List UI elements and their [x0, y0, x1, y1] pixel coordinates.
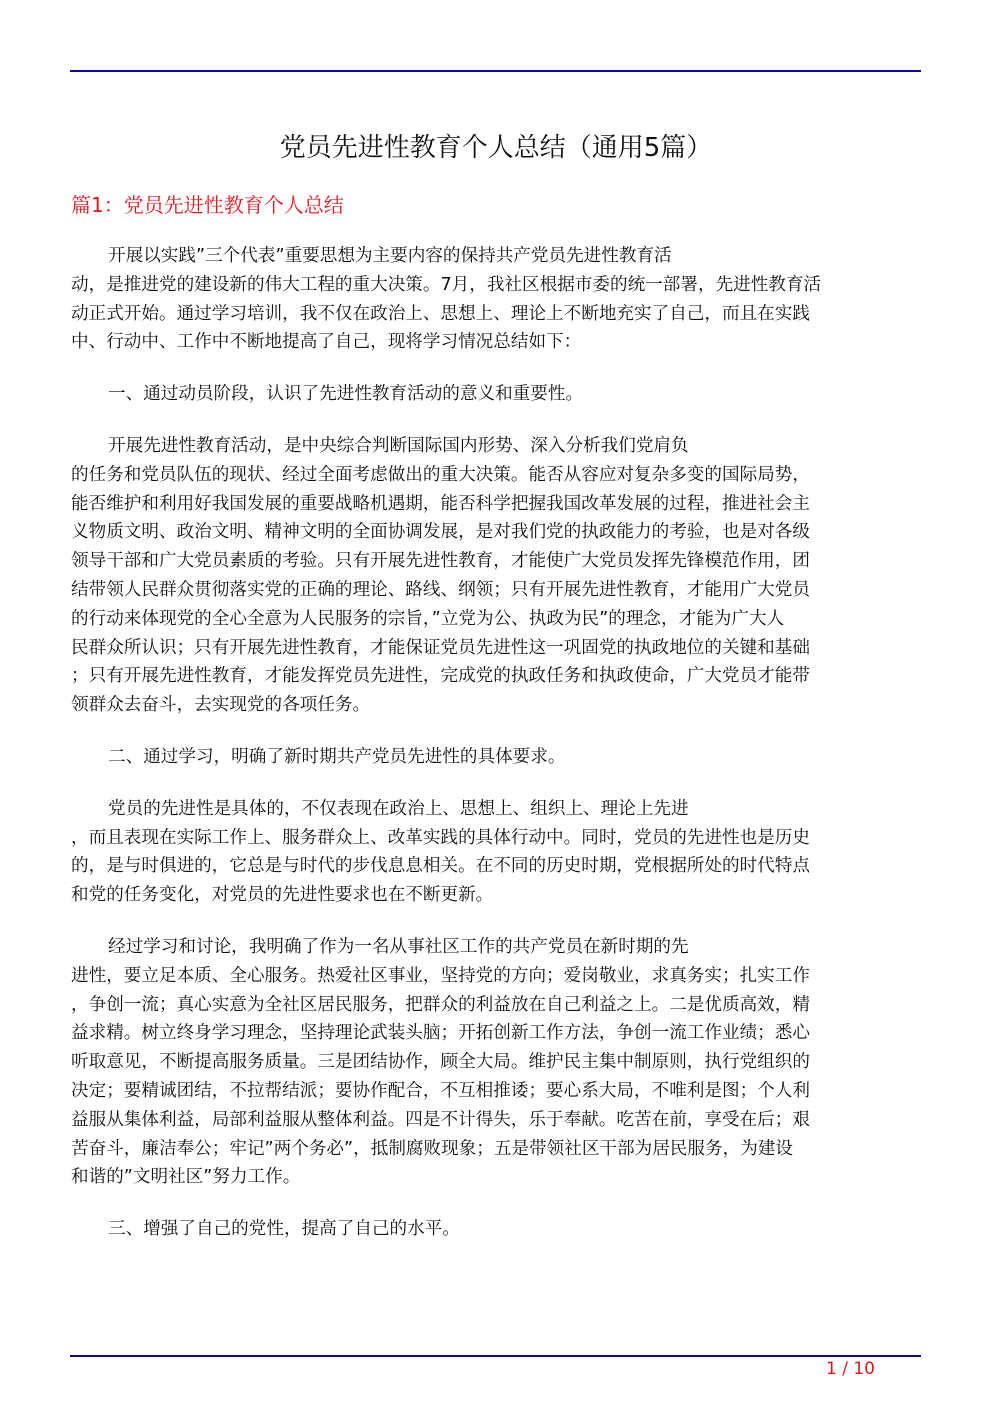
text-line: 义物质文明、政治文明、精神文明的全面协调发展，是对我们党的执政能力的考验，也是对各级 — [71, 522, 810, 543]
text-line: 一、通过动员阶段，认识了先进性教育活动的意义和重要性。 — [108, 384, 584, 405]
paragraph — [71, 795, 921, 910]
paragraph — [71, 743, 921, 772]
paragraph — [71, 242, 921, 357]
text-line: 能否维护和利用好我国发展的重要战略机遇期，能否科学把握我国改革发展的过程，推进社会主 — [71, 493, 810, 514]
text-line: 党员的先进性是具体的，不仅表现在政治上、思想上、组织上、理论上先进 — [108, 798, 689, 819]
text-line: 进性，要立足本质、全心服务。热爱社区事业，坚持党的方向；爱岗敬业，求真务实；扎实工作 — [71, 965, 810, 986]
text-line: 结带领人民群众贯彻落实党的正确的理论、路线、纲领；只有开展先进性教育，才能用广大党员 — [71, 579, 810, 600]
text-line: 听取意见，不断提高服务质量。三是团结协作，顾全大局。维护民主集中制原则，执行党组织的 — [71, 1052, 810, 1073]
paragraph — [71, 380, 921, 409]
document-title: 党员先进性教育个人总结（通用5篇） — [279, 133, 713, 163]
paragraph — [71, 432, 921, 720]
paragraph — [71, 1215, 921, 1244]
text-line: 和党的任务变化，对党员的先进性要求也在不断更新。 — [71, 885, 494, 906]
text-line: 动，是推进党的建设新的伟大工程的重大决策。7月，我社区根据市委的统一部署，先进性教育活 — [71, 274, 822, 295]
text-line: 苦奋斗，廉洁奉公；牢记”两个务必”，抵制腐败现象；五是带领社区干部为居民服务，为建设 — [71, 1138, 793, 1159]
text-line: 益求精。树立终身学习理念，坚持理论武装头脑；开拓创新工作方法，争创一流工作业绩；悉心 — [71, 1023, 810, 1044]
footer-rule — [70, 1355, 921, 1357]
text-line: 的，是与时俱进的，它总是与时代的步伐息息相关。在不同的历史时期，党根据所处的时代特点 — [71, 856, 810, 877]
text-line: 三、增强了自己的党性，提高了自己的水平。 — [108, 1219, 460, 1240]
page-number: 1 / 10 — [826, 1359, 875, 1379]
paragraph — [71, 933, 921, 1192]
text-line: ，争创一流；真心实意为全社区居民服务，把群众的利益放在自己利益之上。二是优质高效，精 — [71, 994, 810, 1015]
text-line: ，而且表现在实际工作上、服务群众上、改革实践的具体行动中。同时，党员的先进性也是历史 — [71, 827, 810, 848]
text-line: 民群众所认识；只有开展先进性教育，才能保证党员先进性这一巩固党的执政地位的关键和基础 — [71, 637, 810, 658]
text-line: 开展先进性教育活动，是中央综合判断国际国内形势、深入分析我们党肩负 — [108, 435, 689, 456]
section-heading: 篇1：党员先进性教育个人总结 — [71, 193, 344, 217]
text-line: 领导干部和广大党员素质的考验。只有开展先进性教育，才能使广大党员发挥先锋模范作用，团 — [71, 551, 810, 572]
text-line: 的行动来体现党的全心全意为人民服务的宗旨，”立党为公、执政为民”的理念，才能为广大人 — [71, 608, 785, 629]
text-line: 领群众去奋斗，去实现党的各项任务。 — [71, 695, 371, 716]
document-body — [71, 242, 921, 1267]
text-line: ；只有开展先进性教育，才能发挥党员先进性，完成党的执政任务和执政使命，广大党员才能带 — [71, 666, 810, 687]
text-line: 二、通过学习，明确了新时期共产党员先进性的具体要求。 — [108, 746, 566, 767]
text-line: 中、行动中、工作中不断地提高了自己，现将学习情况总结如下： — [71, 332, 582, 353]
text-line: 经过学习和讨论，我明确了作为一名从事社区工作的共产党员在新时期的先 — [108, 936, 689, 957]
text-line: 开展以实践”三个代表”重要思想为主要内容的保持共产党员先进性教育活 — [108, 246, 672, 266]
text-line: 动正式开始。通过学习培训，我不仅在政治上、思想上、理论上不断地充实了自己，而且在实践 — [71, 303, 810, 324]
text-line: 和谐的”文明社区”努力工作。 — [71, 1167, 301, 1188]
text-line: 决定；要精诚团结，不拉帮结派；要协作配合，不互相推诿；要心系大局，不唯利是图；个人利 — [71, 1080, 810, 1101]
text-line: 益服从集体利益，局部利益服从整体利益。四是不计得失，乐于奉献。吃苦在前，享受在后；艰 — [71, 1109, 810, 1130]
header-rule — [70, 70, 921, 72]
text-line: 的任务和党员队伍的现状、经过全面考虑做出的重大决策。能否从容应对复杂多变的国际局势， — [71, 464, 810, 485]
